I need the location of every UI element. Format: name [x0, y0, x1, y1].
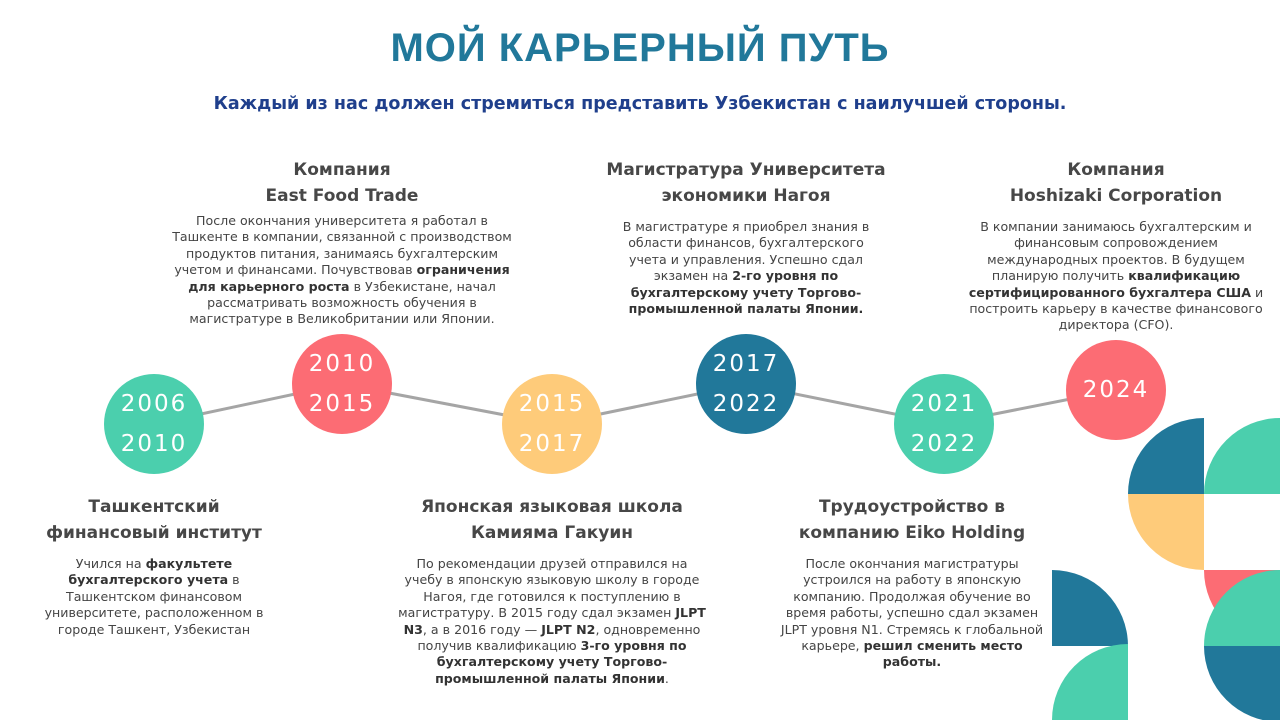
description-highlight: 3-го уровня по: [580, 638, 687, 654]
description-highlight: работы.: [882, 654, 942, 670]
description-text: в: [228, 572, 240, 588]
description-highlight: промышленной палаты Японии.: [628, 301, 864, 317]
milestone-heading-line: Hoshizaki Corporation: [1009, 186, 1223, 206]
description-text: построить карьеру в качестве финансового: [969, 301, 1263, 317]
description-text: По рекомендации друзей отправился на: [416, 556, 688, 571]
description-text: магистратуре в Великобритании или Японии.: [189, 311, 495, 327]
milestone-heading-line: Компания: [1067, 160, 1165, 180]
page-subtitle: Каждый из нас должен стремиться представить Узбекистан с наилучшей стороны.: [213, 94, 1067, 114]
milestone-heading-line: Трудоустройство в: [818, 497, 1006, 517]
description-text: и: [1250, 284, 1264, 300]
description-text: Ташкентском финансовом: [66, 588, 242, 604]
description-text: в Узбекистане, начал: [349, 278, 496, 294]
year-label: 2022: [712, 391, 780, 417]
deco-quarter-circle: [1204, 646, 1280, 720]
description-highlight: бухгалтерского учета: [68, 572, 229, 588]
description-text: финансовым сопровождением: [1014, 235, 1218, 251]
milestone-heading-line: East Food Trade: [265, 186, 419, 206]
year-label: 2015: [308, 391, 376, 417]
description-text: университете, расположенном в: [44, 605, 264, 621]
milestone-heading-line: Магистратура Университета: [606, 160, 886, 180]
description-text: После окончания университета я работал в: [196, 213, 488, 228]
description-text: учетом и финансами. Почувствовав: [174, 262, 417, 278]
description-text: время работы, успешно сдал экзамен: [785, 605, 1039, 621]
milestone-heading-line: компанию Eiko Holding: [798, 523, 1026, 543]
description-text: , одновременно: [595, 621, 701, 637]
description-highlight: бухгалтерскому учету Торгово-: [630, 284, 862, 300]
year-label: 2021: [910, 391, 978, 417]
description-text: получив квалификацию: [417, 638, 581, 654]
description-text: продуктов питания, занимаясь бухгалтерским: [186, 245, 498, 261]
year-label: 2010: [308, 351, 376, 377]
description-text: экзамен на: [653, 268, 733, 284]
description-text: учебу в японскую языковую школу в городе: [404, 572, 700, 588]
description-highlight: промышленной палаты Японии: [435, 670, 665, 686]
description-text: городе Ташкент, Узбекистан: [57, 621, 251, 637]
milestone-heading-line: Ташкентский: [88, 497, 220, 517]
year-label: 2024: [1082, 377, 1150, 403]
milestone-heading-line: Камияма Гакуин: [471, 523, 633, 543]
description-text: области финансов, бухгалтерского: [628, 235, 864, 251]
description-text: компанию. Продолжая обучение во: [793, 588, 1031, 604]
description-highlight: N3: [403, 621, 423, 637]
deco-quarter-circle: [1052, 644, 1128, 720]
description-highlight: для карьерного роста: [188, 278, 350, 294]
description-text: В магистратуре я приобрел знания в: [622, 219, 870, 234]
description-highlight: JLPT: [675, 605, 706, 621]
description-highlight: квалификацию: [1128, 268, 1241, 284]
description-text: .: [664, 670, 669, 686]
year-label: 2015: [518, 391, 586, 417]
description-text: учета и управления. Успешно сдал: [629, 251, 863, 267]
year-label: 2022: [910, 431, 978, 457]
year-label: 2017: [518, 431, 586, 457]
description-text: рассматривать возможность обучения в: [207, 295, 477, 311]
description-text: директора (CFO).: [1058, 317, 1174, 333]
description-text: После окончания магистратуры: [805, 556, 1019, 571]
description-highlight: решил сменить место: [863, 638, 1023, 654]
description-highlight: ограничения: [416, 262, 510, 278]
description-text: Ташкенте в компании, связанной с производством: [172, 229, 512, 245]
description-highlight: сертифицированного бухгалтера США: [968, 284, 1251, 300]
description-text: международных проектов. В будущем: [987, 251, 1245, 267]
milestone-heading-line: Компания: [293, 160, 391, 180]
milestone-heading-line: экономики Нагоя: [661, 186, 831, 206]
description-text: магистратуру. В 2015 году сдал экзамен: [398, 605, 676, 621]
deco-quarter-circle: [1204, 418, 1280, 494]
page-title: МОЙ КАРЬЕРНЫЙ ПУТЬ: [390, 26, 890, 70]
description-highlight: факультете: [145, 556, 233, 571]
description-text: устроился на работу в японскую: [803, 572, 1021, 588]
deco-quarter-circle: [1128, 494, 1204, 570]
description-text: планирую получить: [991, 268, 1129, 284]
milestone-heading-line: финансовый институт: [46, 523, 262, 543]
year-label: 2010: [120, 431, 188, 457]
description-highlight: 2-го уровня по: [732, 268, 839, 284]
description-text: карьере,: [801, 638, 864, 654]
milestone-heading-line: Японская языковая школа: [421, 497, 683, 517]
deco-quarter-circle: [1128, 418, 1204, 494]
description-highlight: бухгалтерскому учету Торгово-: [436, 654, 668, 670]
year-label: 2006: [120, 391, 188, 417]
year-label: 2017: [712, 351, 780, 377]
description-text: Учился на: [75, 556, 146, 571]
description-highlight: JLPT N2: [541, 621, 596, 637]
description-text: В компании занимаюсь бухгалтерским и: [980, 219, 1252, 234]
description-text: Нагоя, где готовился к поступлению в: [423, 588, 681, 604]
deco-quarter-circle: [1052, 570, 1128, 646]
description-text: JLPT уровня N1. Стремясь к глобальной: [780, 621, 1044, 637]
description-text: , а в 2016 году —: [422, 621, 542, 637]
